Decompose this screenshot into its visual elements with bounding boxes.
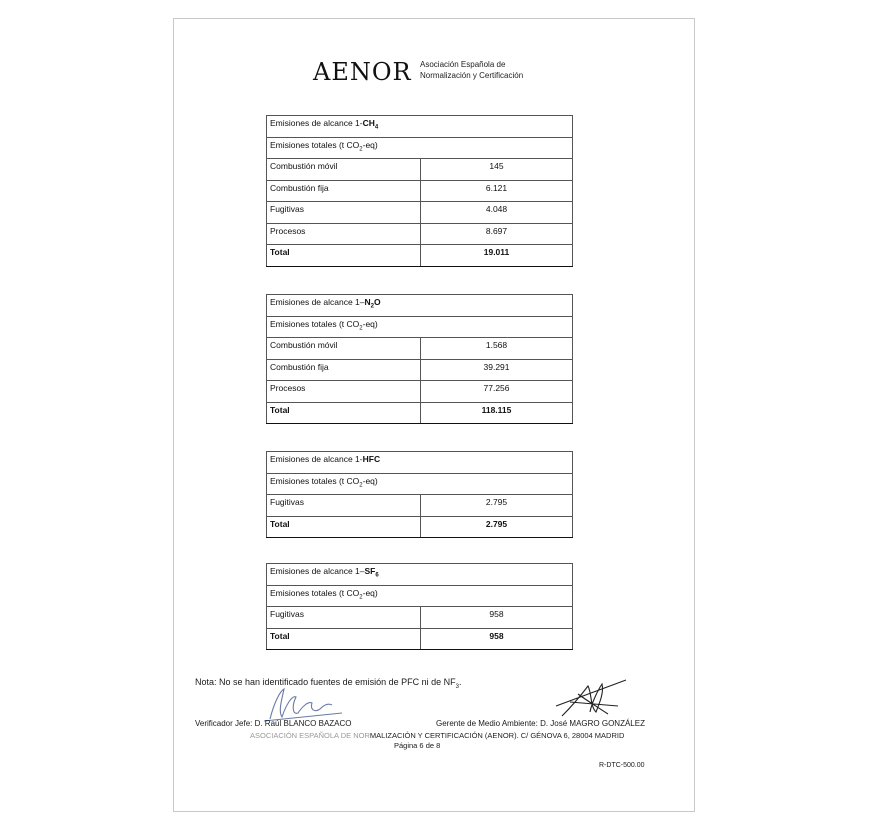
- total-row: Total 118.115: [267, 402, 573, 424]
- aenor-logo: AENOR: [313, 58, 412, 86]
- table-title: Emisiones de alcance $1-N_2O$: [267, 295, 573, 317]
- page-number: Página 6 de 8: [394, 741, 441, 750]
- table-row: Combustión móvil 1.568: [267, 338, 573, 360]
- table-row: Fugitivas 2.795: [267, 495, 573, 517]
- table-row: Procesos 77.256: [267, 381, 573, 403]
- table-title: Emisiones de alcance $1-SF_6$: [267, 564, 573, 586]
- table-sf6: [266, 563, 573, 650]
- document-code: R-DTC-500.00: [599, 762, 645, 769]
- signature-right-icon: [552, 676, 632, 722]
- org-line-1: Asociación Española de: [420, 60, 506, 69]
- totals-label: Emisiones totales (t $CO_2-eq$): [267, 585, 573, 607]
- table-row: Fugitivas 4.048: [267, 202, 573, 224]
- footnote: Nota: No se han identificado fuentes de emisión de PFC ni de $NF_3$.: [195, 677, 462, 690]
- totals-label: Emisiones totales (t $CO_2-eq$): [267, 316, 573, 338]
- table-ch4: [266, 115, 573, 267]
- org-line-2: Normalización y Certificación: [420, 71, 524, 80]
- manager-label: Gerente de Medio Ambiente: D. José MAGRO GONZÁLEZ: [436, 719, 645, 728]
- verifier-label: Verificador Jefe: D. Raúl BLANCO BAZACO: [195, 719, 352, 728]
- table-hfc: [266, 451, 573, 538]
- total-row: Total 958: [267, 628, 573, 650]
- totals-label: Emisiones totales (t $CO_2-eq$): [267, 473, 573, 495]
- table-title: Emisiones de alcance $1-CH_4$: [267, 116, 573, 138]
- totals-label: Emisiones totales (t $CO_2-eq$): [267, 137, 573, 159]
- table-row: Procesos 8.697: [267, 223, 573, 245]
- table-title: Emisiones de alcance 1-HFC: [267, 452, 573, 474]
- total-row: Total 19.011: [267, 245, 573, 267]
- footer-address: ASOCIACIÓN ESPAÑOLA DE NORMALIZACIÓN Y CERTIFICACIÓN (AENOR). C/ GÉNOVA 6, 28004 MADRID: [250, 731, 625, 740]
- table-n2o: [266, 294, 573, 424]
- total-row: Total 2.795: [267, 516, 573, 538]
- aenor-org-name: [420, 59, 523, 81]
- table-row: Combustión fija 6.121: [267, 180, 573, 202]
- table-row: Fugitivas 958: [267, 607, 573, 629]
- table-row: Combustión móvil 145: [267, 159, 573, 181]
- table-row: Combustión fija 39.291: [267, 359, 573, 381]
